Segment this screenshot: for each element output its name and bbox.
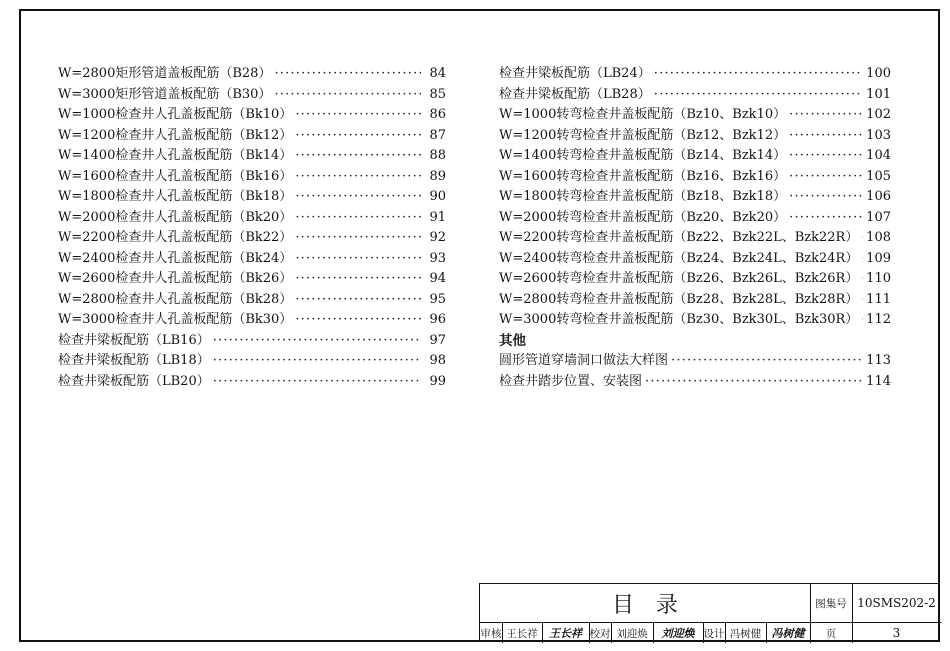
toc-entry-page: 86 (429, 107, 446, 122)
toc-entry (58, 105, 446, 126)
toc-leader-dots (789, 187, 863, 208)
toc-leader-dots (295, 167, 421, 188)
reviewer-signature: 王长祥 (549, 627, 582, 640)
toc-entry (58, 167, 446, 188)
toc-entry (499, 85, 891, 106)
toc-entry (499, 372, 891, 393)
toc-entry-title: W=1200转弯检查井盖板配筋（Bz12、Bzk12） (499, 127, 787, 143)
toc-entry (58, 187, 446, 208)
toc-leader-dots (789, 146, 863, 167)
designer-name: 冯树健 (729, 627, 762, 640)
atlas-number: 10SMS202-2 (857, 596, 936, 610)
checker-name: 刘迎焕 (616, 627, 648, 640)
toc-leader-dots (295, 187, 421, 208)
toc-leader-dots (295, 290, 421, 311)
toc-entry (58, 146, 446, 167)
toc-entry-title: W=2800检查井人孔盖板配筋（Bk28） (58, 291, 293, 307)
toc-entry (58, 126, 446, 147)
toc-entry-title: 检查井梁板配筋（LB18） (58, 353, 210, 368)
toc-entry-page: 105 (866, 168, 891, 184)
toc-leader-dots (213, 351, 421, 372)
toc-leader-dots (789, 105, 863, 126)
toc-leader-dots (295, 310, 421, 331)
toc-entry-page: 108 (866, 230, 891, 245)
toc-entry (58, 290, 446, 311)
toc-entry (499, 290, 891, 311)
atlas-label: 图集号 (815, 597, 847, 610)
toc-leader-dots (274, 64, 421, 85)
toc-leader-dots (295, 126, 421, 147)
toc-entry-title: W=2600转弯检查井盖板配筋（Bz26、Bzk26L、Bzk26R） (499, 271, 859, 286)
toc-leader-dots (295, 249, 421, 270)
toc-entry (499, 269, 891, 290)
toc-entry (58, 85, 446, 106)
toc-entry-page: 112 (866, 312, 891, 327)
toc-entry (499, 146, 891, 167)
toc-entry-page: 111 (866, 291, 891, 307)
check-label: 校对 (589, 627, 611, 640)
page-label: 页 (825, 627, 837, 640)
toc-entry-page: 107 (866, 209, 891, 225)
toc-entry-page: 110 (866, 271, 891, 286)
toc-entry-page: 89 (429, 168, 446, 184)
toc-leader-dots (645, 372, 863, 393)
toc-entry (58, 372, 446, 393)
toc-leader-dots (861, 310, 863, 331)
toc-section-heading: 其他 (499, 332, 526, 349)
toc-leader-dots (295, 208, 421, 229)
toc-entry-title: W=3000矩形管道盖板配筋（B30） (58, 86, 272, 102)
toc-entry-page: 102 (866, 107, 891, 122)
toc-entry (58, 310, 446, 331)
toc-entry-title: W=2800矩形管道盖板配筋（B28） (58, 66, 272, 81)
toc-entry (58, 269, 446, 290)
toc-entry-page: 94 (429, 271, 446, 286)
designer-signature: 冯树健 (771, 627, 805, 640)
toc-entry-title: W=1600转弯检查井盖板配筋（Bz16、Bzk16） (499, 168, 787, 184)
toc-entry-title: W=1200检查井人孔盖板配筋（Bk12） (58, 127, 293, 143)
toc-entry-title: W=2600检查井人孔盖板配筋（Bk26） (58, 271, 293, 286)
toc-leader-dots (789, 126, 863, 147)
toc-entry-page: 114 (866, 373, 891, 389)
toc-entry-title: W=1800检查井人孔盖板配筋（Bk18） (58, 189, 293, 204)
reviewer-name: 王长祥 (506, 627, 538, 640)
toc-entry-title: W=1000检查井人孔盖板配筋（Bk10） (58, 107, 293, 122)
toc-entry-page: 85 (429, 86, 446, 102)
toc-entry-page: 95 (429, 291, 446, 307)
toc-entry-title: W=3000转弯检查井盖板配筋（Bz30、Bzk30L、Bzk30R） (499, 312, 859, 327)
toc-entry-title: W=2400转弯检查井盖板配筋（Bz24、Bzk24L、Bzk24R） (499, 250, 859, 266)
toc-leader-dots (213, 372, 421, 393)
toc-entry-page: 84 (429, 66, 446, 81)
toc-left-column (58, 64, 446, 392)
title-block (479, 583, 940, 642)
toc-entry-page: 96 (429, 312, 446, 327)
toc-entry-page: 113 (866, 353, 891, 368)
toc-entry-title: 检查井梁板配筋（LB24） (499, 66, 651, 81)
toc-right-column (499, 64, 891, 392)
toc-entry-page: 98 (429, 353, 446, 368)
toc-entry-page: 104 (866, 148, 891, 163)
toc-entry (58, 208, 446, 229)
toc-entry-title: 检查井踏步位置、安装图 (499, 373, 643, 389)
toc-entry (499, 126, 891, 147)
toc-entry-title: W=2800转弯检查井盖板配筋（Bz28、Bzk28L、Bzk28R） (499, 291, 859, 307)
toc-entry-title: W=1600检查井人孔盖板配筋（Bk16） (58, 168, 293, 184)
toc-entry-title: W=1800转弯检查井盖板配筋（Bz18、Bzk18） (499, 189, 787, 204)
toc-leader-dots (295, 269, 421, 290)
toc-entry-title: W=2000检查井人孔盖板配筋（Bk20） (58, 209, 293, 225)
toc-entry-page: 101 (866, 86, 891, 102)
toc-entry-page: 93 (429, 250, 446, 266)
toc-entry-page: 87 (429, 127, 446, 143)
toc-entry-title: W=3000检查井人孔盖板配筋（Bk30） (58, 312, 293, 327)
toc-entry-page: 99 (429, 373, 446, 389)
toc-entry-page: 97 (429, 332, 446, 348)
toc-entry-page: 106 (866, 189, 891, 204)
toc-leader-dots (213, 331, 421, 352)
toc-leader-dots (789, 167, 863, 188)
toc-entry-page: 88 (429, 148, 446, 163)
toc-entry-title: W=2400检查井人孔盖板配筋（Bk24） (58, 250, 293, 266)
toc-leader-dots (861, 228, 863, 249)
toc-leader-dots (789, 208, 863, 229)
toc-entry (499, 208, 891, 229)
toc-entry-page: 109 (866, 250, 891, 266)
toc-entry-title: W=1400检查井人孔盖板配筋（Bk14） (58, 148, 293, 163)
document-title: 目录 (611, 592, 700, 618)
toc-entry (499, 64, 891, 85)
checker-signature: 刘迎焕 (661, 627, 695, 640)
toc-entry (499, 187, 891, 208)
toc-entry-title: W=1000转弯检查井盖板配筋（Bz10、Bzk10） (499, 107, 787, 122)
toc-leader-dots (654, 85, 863, 106)
toc-leader-dots (861, 249, 863, 270)
toc-entry-title: W=1400转弯检查井盖板配筋（Bz14、Bzk14） (499, 148, 787, 163)
review-label: 审核 (480, 627, 502, 640)
toc-entry-page: 100 (866, 66, 891, 81)
toc-entry (499, 105, 891, 126)
toc-entry-title: 检查井梁板配筋（LB20） (58, 373, 210, 389)
toc-entry-title: 检查井梁板配筋（LB16） (58, 332, 210, 348)
toc-entry (499, 228, 891, 249)
toc-entry (499, 310, 891, 331)
toc-entry-title: 圆形管道穿墙洞口做法大样图 (499, 353, 669, 368)
toc-leader-dots (861, 269, 863, 290)
toc-leader-dots (671, 351, 863, 372)
toc-entry-title: 检查井梁板配筋（LB28） (499, 86, 651, 102)
toc-leader-dots (295, 228, 421, 249)
design-label: 设计 (703, 627, 725, 640)
toc-entry (58, 331, 446, 352)
toc-leader-dots (654, 64, 863, 85)
toc-entry (58, 249, 446, 270)
toc-entry-page: 90 (429, 189, 446, 204)
toc-entry (499, 167, 891, 188)
toc-entry (58, 228, 446, 249)
toc-entry-title: W=2000转弯检查井盖板配筋（Bz20、Bzk20） (499, 209, 787, 225)
page-number: 3 (892, 626, 901, 640)
toc-entry-title: W=2200转弯检查井盖板配筋（Bz22、Bzk22L、Bzk22R） (499, 230, 859, 245)
toc-entry (499, 249, 891, 270)
toc-entry (58, 64, 446, 85)
toc-leader-dots (861, 290, 863, 311)
toc-entry-page: 103 (866, 127, 891, 143)
toc-leader-dots (295, 146, 421, 167)
toc-entry-title: W=2200检查井人孔盖板配筋（Bk22） (58, 230, 293, 245)
toc-entry-page: 91 (429, 209, 446, 225)
toc-entry (499, 351, 891, 372)
toc-entry-page: 92 (429, 230, 446, 245)
toc-leader-dots (274, 85, 421, 106)
toc-leader-dots (295, 105, 421, 126)
toc-entry (58, 351, 446, 372)
